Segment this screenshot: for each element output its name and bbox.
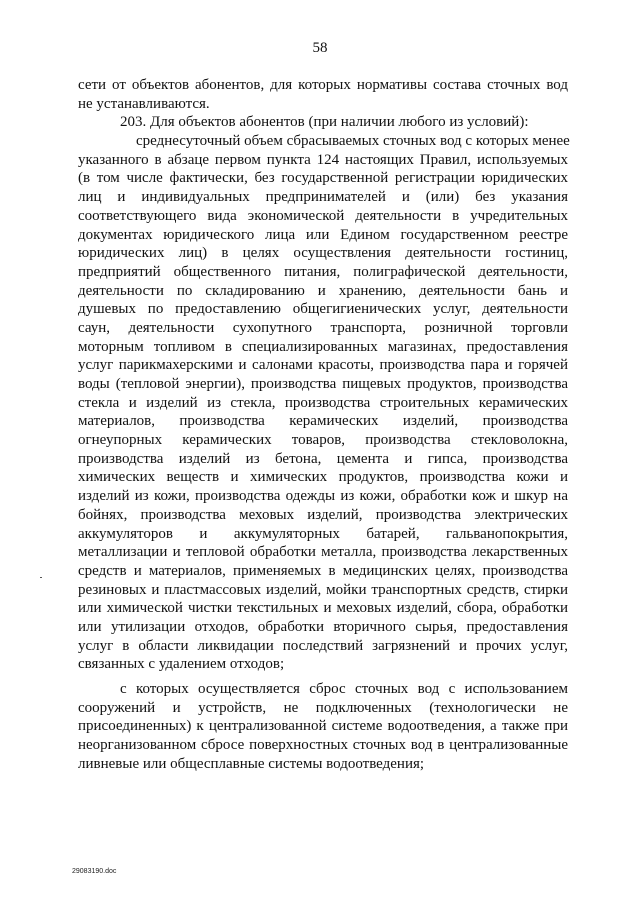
text-line: бойнях, производства меховых изделий, производства электрических: [78, 506, 568, 523]
text-line: сооружений и устройств, не подключенных (технологически не: [78, 699, 568, 716]
text-line: документах юридического лица или Едином государственном реестре: [78, 226, 568, 243]
text-line: моторным топливом в специализированных магазинах, предоставления: [78, 338, 568, 355]
text-line: стекла и изделий из стекла, производства строительных керамических: [78, 394, 568, 411]
text-line: химических веществ и химических продуктов, производства кожи и: [78, 469, 568, 486]
paragraph-continuation: [78, 76, 568, 113]
document-body: [78, 76, 568, 773]
text-line: сети от объектов абонентов, для которых нормативы состава сточных вод: [78, 77, 568, 93]
text-line: душевых по предоставлению общегигиенических услуг, деятельности: [78, 301, 568, 318]
text-line: услуг парикмахерскими и салонами красоты, производства пара и горячей: [78, 357, 568, 374]
text-line: аккумуляторов и аккумуляторных батарей, гальванопокрытия,: [78, 525, 568, 542]
document-filename: 29083190.doc: [72, 868, 117, 875]
text-line: соответствующего вида экономической деятельности в учредительных: [78, 207, 568, 224]
text-line: лиц и индивидуальных предпринимателей и (или) без указания: [78, 189, 568, 206]
page-number: 58: [312, 40, 328, 56]
clause-203-heading: 203. Для объектов абонентов (при наличии любого из условий):: [120, 114, 529, 131]
text-line: среднесуточный объем сбрасываемых сточных вод с которых менее: [136, 133, 570, 150]
text-line: не устанавливаются.: [78, 95, 210, 112]
scan-artifact: [40, 577, 42, 578]
text-line: производства изделий из бетона, цемента и гипса, производства: [78, 450, 568, 467]
text-line: с которых осуществляется сброс сточных вод с использованием: [120, 681, 568, 697]
text-line: или химической чистки текстильных и меховых изделий, сбора, обработки: [78, 600, 568, 617]
text-line: средств и материалов, применяемых в медицинских целях, производства: [78, 562, 568, 579]
text-line: (в том числе фактически, без государственной регистрации юридических: [78, 170, 568, 187]
paragraph-discharge: [78, 680, 568, 773]
text-line: резиновых и пластмассовых изделий, мойки транспортных средств, стирки: [78, 581, 568, 598]
text-line: связанных с удалением отходов;: [78, 656, 285, 673]
text-line: изделий из кожи, производства одежды из кожи, обработки кож и шкур на: [78, 488, 568, 505]
text-line: юридических лиц) в целях осуществления деятельности гостиниц,: [78, 245, 568, 262]
text-line: или утилизации отходов, обработки вторичного сырья, предоставления: [78, 618, 568, 635]
text-line: неорганизованном сбросе поверхностных сточных вод в централизованные: [78, 737, 568, 754]
text-line: огнеупорных керамических товаров, производства стекловолокна,: [78, 432, 568, 449]
text-line: деятельности по складированию и хранению, деятельности бань и: [78, 282, 568, 299]
paragraph-daily-volume: [78, 132, 568, 674]
text-line: указанного в абзаце первом пункта 124 настоящих Правил, используемых: [78, 151, 568, 168]
text-line: предприятий общественного питания, полиграфической деятельности,: [78, 263, 568, 280]
text-line: материалов, производства керамических изделий, производства: [78, 413, 568, 430]
text-line: ливневые или общесплавные системы водоотведения;: [78, 755, 425, 772]
text-line: воды (тепловой энергии), производства пищевых продуктов, производства: [78, 376, 568, 392]
text-line: услуг в области ликвидации последствий загрязнений и прочих услуг,: [78, 637, 568, 654]
text-line: металлизации и тепловой обработки металла, производства лекарственных: [78, 544, 568, 561]
text-line: присоединенных) к централизованной системе водоотведения, а также при: [78, 718, 568, 735]
text-line: саун, деятельности сухопутного транспорта, розничной торговли: [78, 319, 568, 336]
